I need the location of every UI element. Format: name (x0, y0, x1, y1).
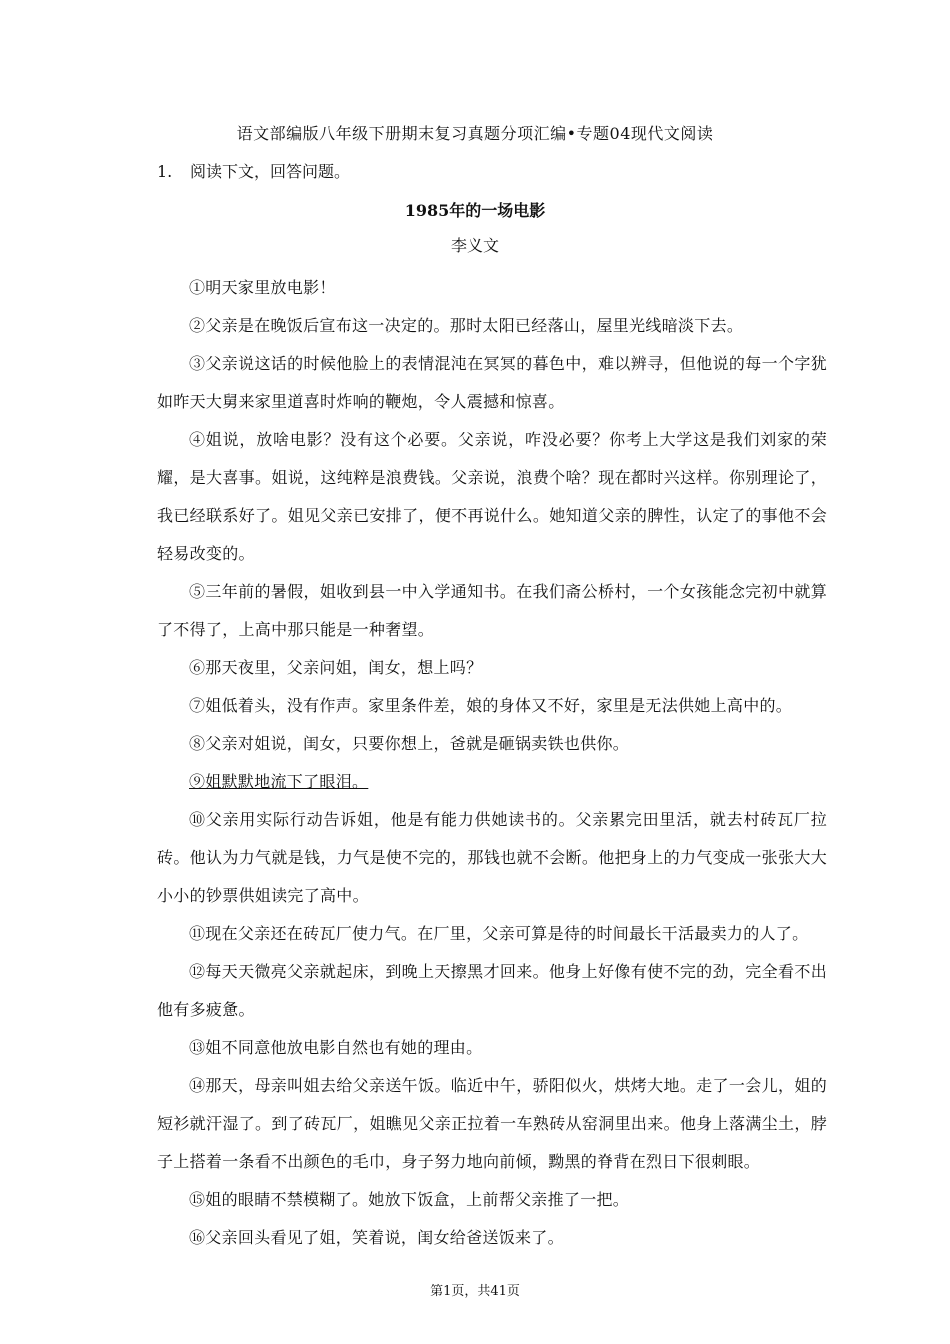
article-author: 李义文 (450, 236, 499, 255)
paragraph-9-underlined (157, 763, 827, 801)
paragraph-1: ①明天家里放电影！ (189, 278, 336, 297)
paragraph-8: ⑧父亲对姐说，闺女，只要你想上，爸就是砸锅卖铁也供你。 (189, 734, 630, 753)
paragraph-3: ③父亲说这话的时候他脸上的表情混沌在冥冥的暮色中，难以辨寻，但他说的每一个字犹如昨天大舅来家里道喜时炸响的鞭炮，令人震撼和惊喜。 (157, 354, 827, 411)
paragraph-7: ⑦姐低着头，没有作声。家里条件差，娘的身体又不好，家里是无法供她上高中的。 (189, 696, 793, 715)
question-heading (157, 160, 350, 184)
article-title: 1985年的一场电影 (404, 201, 546, 220)
paragraph-4: ④姐说，放啥电影？没有这个必要。父亲说，咋没必要？你考上大学这是我们刘家的荣耀，是大喜事。姐说，这纯粹是浪费钱。父亲说，浪费个啥？现在都时兴这样。你别理论了，我已经联系好了。姐见父亲已安排了，便不再说什么。她知道父亲的脾性，认定了的事他不会轻易改变的。 (157, 430, 827, 563)
page-footer: 第1页，共41页 (430, 1284, 520, 1299)
article-body (157, 269, 827, 1257)
underlined-sentence: ⑨姐默默地流下了眼泪。 (189, 772, 369, 791)
document-title: 语文部编版八年级下册期末复习真题分项汇编•专题04现代文阅读 (236, 124, 714, 143)
paragraph-16: ⑯父亲回头看见了姐，笑着说，闺女给爸送饭来了。 (189, 1228, 564, 1247)
question-prompt: 阅读下文，回答问题。 (190, 162, 351, 181)
paragraph-14: ⑭那天，母亲叫姐去给父亲送午饭。临近中午，骄阳似火，烘烤大地。走了一会儿，姐的短衫就汗湿了。到了砖瓦厂，姐瞧见父亲正拉着一车熟砖从窑洞里出来。他身上落满尘土，脖子上搭着一条看不出颜色的毛巾，身子努力地向前倾，黝黑的脊背在烈日下很刺眼。 (157, 1076, 827, 1171)
question-number: 1. (157, 162, 173, 181)
paragraph-13: ⑬姐不同意他放电影自然也有她的理由。 (189, 1038, 483, 1057)
paragraph-11: ⑪现在父亲还在砖瓦厂使力气。在厂里，父亲可算是待的时间最长干活最卖力的人了。 (189, 924, 809, 943)
paragraph-12: ⑫每天天微亮父亲就起床，到晚上天擦黑才回来。他身上好像有使不完的劲，完全看不出他有多疲惫。 (157, 962, 827, 1019)
paragraph-15: ⑮姐的眼睛不禁模糊了。她放下饭盒，上前帮父亲推了一把。 (189, 1190, 630, 1209)
paragraph-6: ⑥那天夜里，父亲问姐，闺女，想上吗？ (189, 658, 483, 677)
paragraph-2: ②父亲是在晚饭后宣布这一决定的。那时太阳已经落山，屋里光线暗淡下去。 (189, 316, 744, 335)
paragraph-10: ⑩父亲用实际行动告诉姐，他是有能力供她读书的。父亲累完田里活，就去村砖瓦厂拉砖。他认为力气就是钱，力气是使不完的，那钱也就不会断。他把身上的力气变成一张张大大小小的钞票供姐读完了高中。 (157, 810, 827, 905)
paragraph-5: ⑤三年前的暑假，姐收到县一中入学通知书。在我们斋公桥村，一个女孩能念完初中就算了不得了，上高中那只能是一种奢望。 (157, 582, 827, 639)
